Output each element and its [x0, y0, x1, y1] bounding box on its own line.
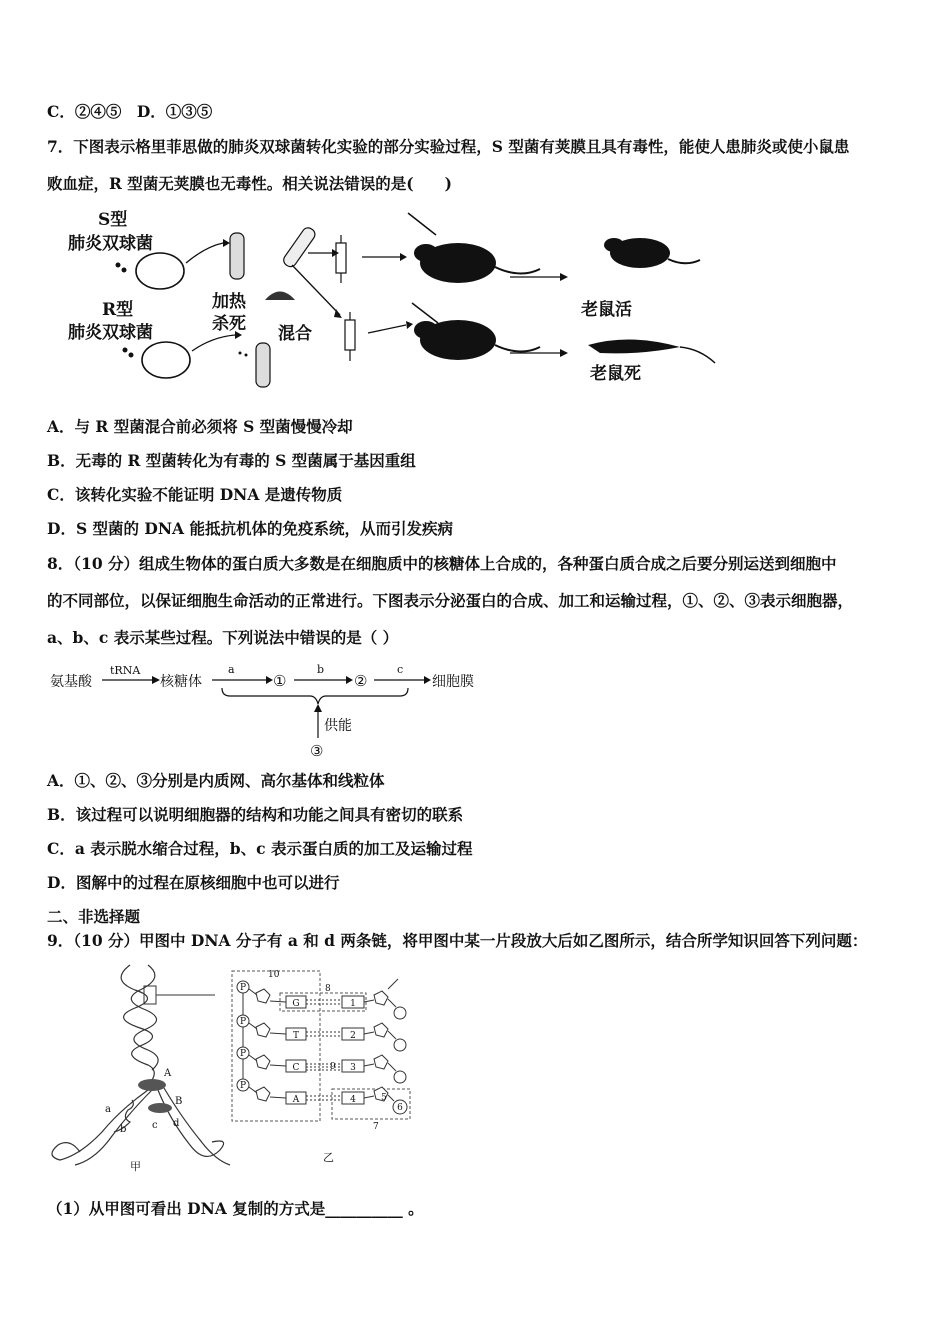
q8-option-b: B．该过程可以说明细胞器的结构和功能之间具有密切的联系 — [47, 805, 464, 824]
q8-option-c: C．a 表示脱水缩合过程，b、c 表示蛋白质的加工及运输过程 — [47, 839, 473, 858]
q8-option-a: A．①、②、③分别是内质网、高尔基体和线粒体 — [47, 771, 385, 790]
label-10: 10 — [268, 970, 280, 980]
q7-option-d: D．S 型菌的 DNA 能抵抗机体的免疫系统，从而引发疾病 — [47, 519, 453, 538]
s-strain-label: S型 — [98, 210, 128, 230]
q9-stem: 9．（10 分）甲图中 DNA 分子有 a 和 d 两条链，将甲图中某一片段放大后如乙图所示，结合所学知识回答下列问题： — [47, 931, 868, 950]
dead-mouse-icon — [588, 339, 680, 353]
dna-replication-figure — [40, 960, 240, 1175]
process-a-label: a — [228, 663, 235, 676]
amino-acid-label: 氨基酸 — [50, 674, 92, 690]
kill-label: 杀死 — [212, 314, 246, 334]
enzyme-b-icon — [148, 1103, 172, 1113]
figure-yi-label: 乙 — [323, 1151, 334, 1164]
organelle-1-label: ① — [273, 672, 287, 690]
label-d: d — [173, 1118, 180, 1129]
process-c-label: c — [397, 663, 404, 676]
mouse-alive-label: 老鼠活 — [581, 300, 632, 320]
base-2: 2 — [350, 1031, 356, 1041]
q7-stem-line1: 7．下图表示格里菲思做的肺炎双球菌转化实验的部分实验过程，S 型菌有荚膜且具有毒性，能使人患肺炎或使小鼠患 — [47, 137, 850, 156]
base-a: A — [292, 1095, 300, 1105]
phosphate-4: P — [239, 1081, 247, 1091]
griffith-experiment-figure — [40, 205, 740, 390]
section-heading: 二、非选择题 — [47, 907, 141, 926]
base-t: T — [292, 1031, 300, 1041]
mouse-dead-label: 老鼠死 — [590, 364, 641, 384]
r-tube-icon — [256, 343, 270, 387]
label-A: A — [164, 1068, 172, 1079]
organelle-3-label: ③ — [310, 742, 324, 760]
q7-option-c: C．该转化实验不能证明 DNA 是遗传物质 — [47, 485, 343, 504]
r-strain-name: 肺炎双球菌 — [68, 323, 153, 343]
base-4: 4 — [350, 1095, 356, 1105]
dna-segment-figure — [228, 965, 418, 1170]
q8-option-d: D．图解中的过程在原核细胞中也可以进行 — [47, 873, 340, 892]
dead-bacteria-pile-icon — [265, 292, 295, 301]
r-strain-colony-icon — [142, 342, 190, 378]
label-B: B — [175, 1096, 183, 1107]
organelle-2-label: ② — [354, 672, 368, 690]
enzyme-a-icon — [138, 1079, 166, 1091]
heat-label: 加热 — [212, 292, 246, 312]
r-strain-label: R型 — [102, 300, 134, 320]
mix-label: 混合 — [278, 324, 312, 344]
label-c: c — [152, 1120, 158, 1131]
base-g: G — [292, 999, 300, 1009]
label-7: 7 — [373, 1122, 379, 1132]
q9-sub1: （1）从甲图可看出 DNA 复制的方式是__________ 。 — [47, 1199, 424, 1218]
base-3: 3 — [350, 1063, 356, 1073]
figure-jia-label: 甲 — [130, 1160, 141, 1173]
label-8: 8 — [325, 984, 331, 994]
s-strain-colony-icon — [136, 253, 184, 289]
energy-supply-label: 供能 — [324, 718, 352, 734]
q7-option-a: A．与 R 型菌混合前必须将 S 型菌慢慢冷却 — [47, 417, 353, 436]
ribosome-label: 核糖体 — [160, 674, 202, 690]
phosphate-1: P — [239, 983, 247, 993]
q8-stem-line3: a、b、c 表示某些过程。下列说法中错误的是（ ） — [47, 628, 399, 647]
label-a: a — [105, 1104, 111, 1115]
q8-stem-line1: 8．（10 分）组成生物体的蛋白质大多数是在细胞质中的核糖体上合成的，各种蛋白质合成之后要分别运送到细胞中 — [47, 554, 837, 573]
label-9: 9 — [330, 1062, 336, 1072]
label-6: 6 — [397, 1103, 403, 1113]
secretory-pathway-figure — [40, 660, 500, 760]
base-1: 1 — [350, 999, 356, 1009]
q7-option-b: B．无毒的 R 型菌转化为有毒的 S 型菌属于基因重组 — [47, 451, 416, 470]
label-b: b — [120, 1124, 127, 1135]
process-b-label: b — [317, 663, 325, 676]
phosphate-3: P — [239, 1049, 247, 1059]
q8-stem-line2: 的不同部位，以保证细胞生命活动的正常进行。下图表示分泌蛋白的合成、加工和运输过程，①、②、③表示细胞器， — [47, 591, 854, 610]
base-c: C — [292, 1063, 300, 1073]
label-5: 5 — [381, 1093, 387, 1103]
cell-membrane-label: 细胞膜 — [432, 674, 474, 690]
s-strain-name: 肺炎双球菌 — [68, 234, 153, 254]
heated-s-tube-icon — [230, 233, 244, 279]
phosphate-2: P — [239, 1017, 247, 1027]
trna-label: tRNA — [110, 664, 141, 677]
q6-options: C．②④⑤ D．①③⑤ — [47, 102, 213, 121]
q7-stem-line2: 败血症，R 型菌无荚膜也无毒性。相关说法错误的是( ) — [47, 174, 452, 193]
